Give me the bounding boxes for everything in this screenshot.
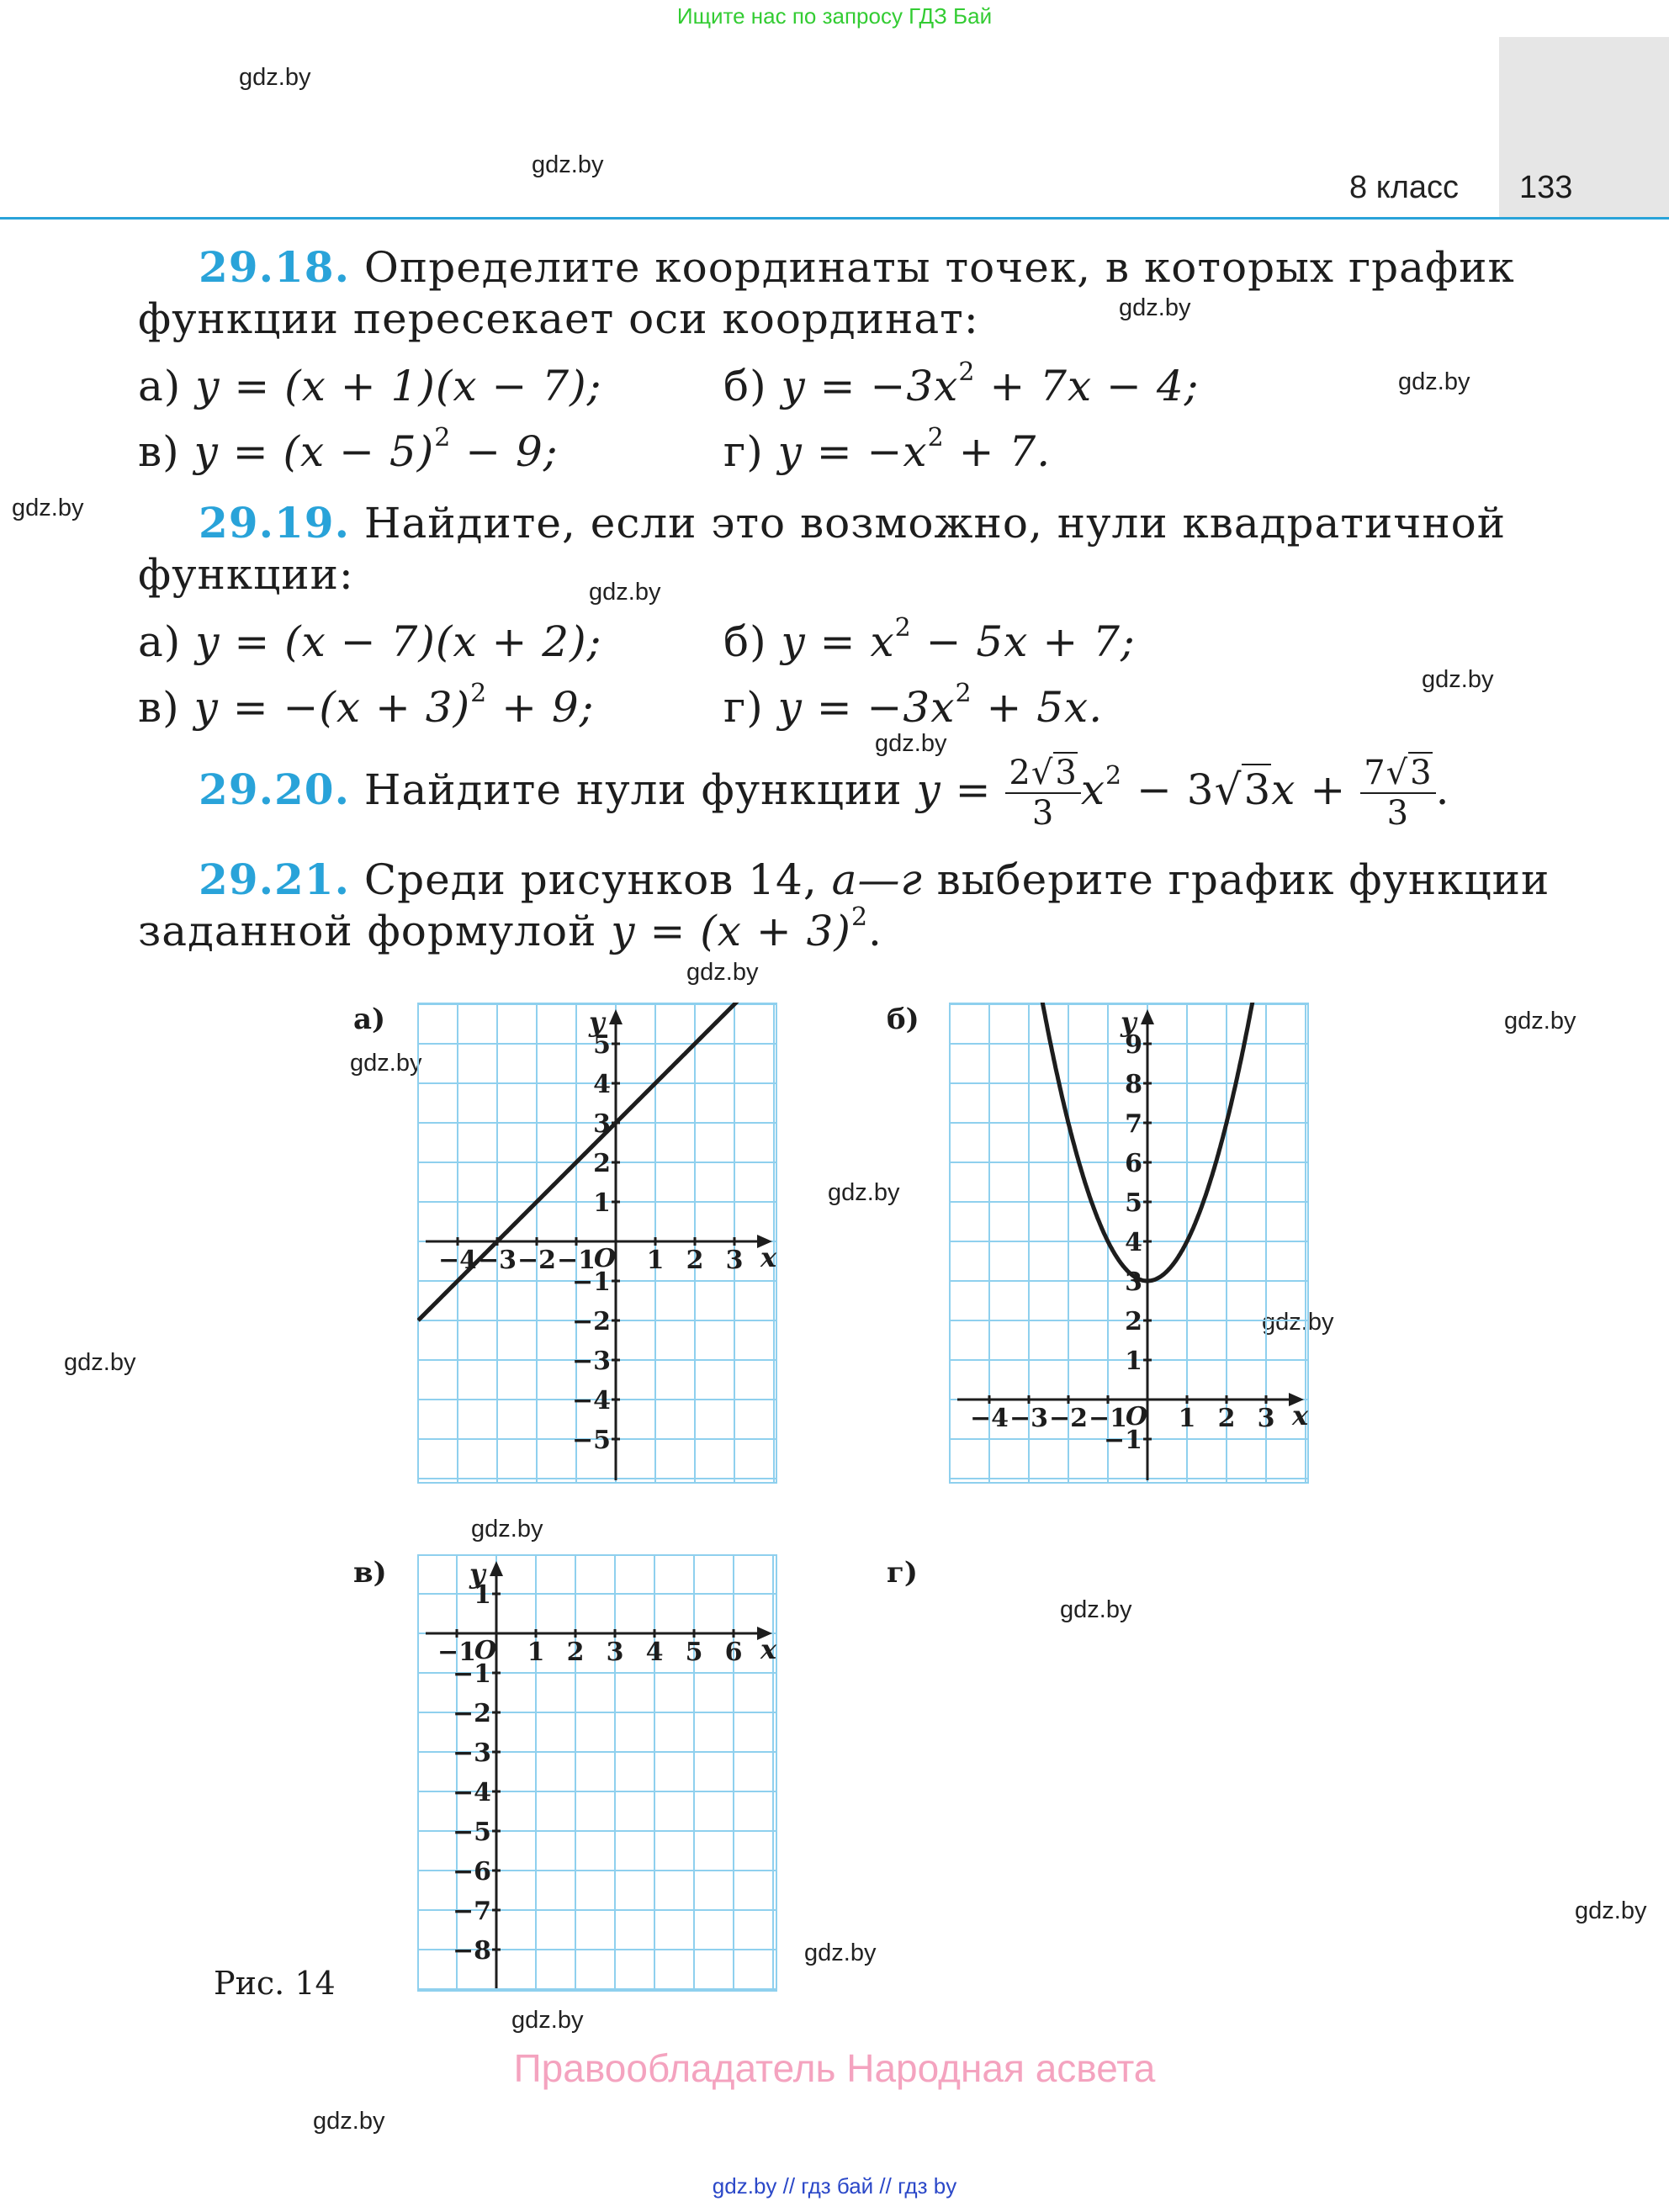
graph-g xyxy=(949,1554,1309,1992)
y-tick-label: 3 xyxy=(593,1109,611,1139)
x-tick-label: 3 xyxy=(1257,1404,1275,1433)
y-axis-label: y xyxy=(589,1006,605,1038)
watermark: gdz.by xyxy=(1422,666,1494,693)
footer-links: gdz.by // гдз бай // гдз by xyxy=(712,2173,957,2199)
x-tick-label: 3 xyxy=(725,1246,744,1275)
problem-number: 29.19. xyxy=(199,498,350,548)
x-tick-label: 3 xyxy=(606,1638,624,1667)
watermark: gdz.by xyxy=(239,64,311,91)
x-tick-label: −1 xyxy=(1088,1404,1128,1433)
x-axis-label: x xyxy=(760,1633,777,1665)
y-tick-label: 5 xyxy=(593,1030,611,1060)
x-axis-label: x xyxy=(1292,1400,1309,1431)
figure-label-b: б) xyxy=(887,1003,919,1036)
y-tick-label: −7 xyxy=(452,1897,491,1926)
watermark: gdz.by xyxy=(511,2007,584,2034)
x-tick-label: 2 xyxy=(686,1246,704,1275)
y-tick-label: 6 xyxy=(1125,1149,1142,1178)
watermark: gdz.by xyxy=(828,1179,900,1206)
problem-29-19-line1: 29.19. Найдите, если это возможно, нули квадратичной xyxy=(199,498,1507,548)
problem-29-18-line1: 29.18. Определите координаты точек, в которых график xyxy=(199,242,1515,292)
x-tick-label: 4 xyxy=(645,1638,664,1667)
problem-29-19-b: б) $y = x^2 - 5x + 7$; xyxy=(723,613,1136,666)
y-tick-label: 9 xyxy=(1125,1030,1142,1060)
problem-29-20: 29.20. Найдите нули функции y = $\frac{2√3}{3}$ $x^2 - 3√3x$ + $\frac{7√3}{3}$ . xyxy=(199,754,1450,833)
problem-29-19-g: г) $y = -3x^2 + 5x$. xyxy=(723,679,1104,732)
figure-caption: Рис. 14 xyxy=(214,1965,336,2002)
watermark: gdz.by xyxy=(1575,1897,1647,1924)
problem-number: 29.18. xyxy=(199,242,350,292)
figure-label-v: в) xyxy=(353,1556,387,1590)
x-tick-label: 5 xyxy=(685,1638,703,1667)
x-tick-label: 6 xyxy=(724,1638,743,1667)
x-tick-label: −3 xyxy=(477,1246,517,1275)
watermark: gdz.by xyxy=(471,1516,543,1543)
y-axis-arrow xyxy=(1141,1009,1154,1024)
x-tick-label: −1 xyxy=(437,1638,477,1667)
y-tick-label: −2 xyxy=(571,1307,611,1336)
y-tick-label: 8 xyxy=(1125,1070,1142,1099)
y-tick-label: −1 xyxy=(1103,1426,1142,1455)
x-tick-label: 1 xyxy=(1178,1404,1196,1433)
y-axis-label: y xyxy=(1121,1006,1137,1038)
page-number: 133 xyxy=(1519,170,1573,205)
header-rule xyxy=(0,217,1669,220)
problem-29-21-line1: 29.21. Среди рисунков 14, а—г выберите график функции xyxy=(199,855,1550,904)
watermark: gdz.by xyxy=(1119,294,1191,321)
watermark: gdz.by xyxy=(313,2108,385,2135)
origin-label: O xyxy=(594,1244,617,1273)
problem-29-18-a: а) y = (x + 1)(x − 7); xyxy=(138,362,602,410)
x-tick-label: 1 xyxy=(527,1638,545,1667)
problem-29-18-g: г) $y = -x^2 + 7$. xyxy=(723,423,1052,476)
y-tick-label: −4 xyxy=(452,1778,491,1807)
watermark: gdz.by xyxy=(1262,1309,1334,1336)
watermark: gdz.by xyxy=(1060,1596,1132,1623)
problem-29-19-a: а) y = (x − 7)(x + 2); xyxy=(138,617,602,666)
x-tick-label: −4 xyxy=(437,1246,478,1275)
watermark: gdz.by xyxy=(875,730,947,757)
copyright: Правообладатель Народная асвета xyxy=(513,2046,1156,2090)
watermark: gdz.by xyxy=(350,1050,422,1077)
problem-29-18-v: в) $y = (x - 5)^2 - 9$; xyxy=(138,423,559,476)
watermark: gdz.by xyxy=(12,495,84,521)
y-tick-label: −4 xyxy=(571,1386,611,1416)
y-tick-label: 4 xyxy=(593,1070,611,1099)
y-tick-label: −5 xyxy=(452,1818,491,1847)
y-tick-label: 5 xyxy=(1125,1188,1142,1218)
problem-29-19-v: в) $y = -(x + 3)^2 + 9$; xyxy=(138,679,595,732)
watermark: gdz.by xyxy=(1504,1008,1576,1035)
y-axis-arrow xyxy=(490,1561,503,1576)
watermark: gdz.by xyxy=(1398,368,1470,395)
x-tick-label: 2 xyxy=(1217,1404,1236,1433)
watermark: gdz.by xyxy=(64,1349,136,1376)
problem-number: 29.20. xyxy=(199,765,350,814)
y-tick-label: −6 xyxy=(452,1857,491,1887)
y-tick-label: 1 xyxy=(1125,1347,1142,1376)
graph-v xyxy=(417,1554,777,1992)
x-tick-label: −1 xyxy=(556,1246,596,1275)
problem-29-18-line2: функции пересекает оси координат: xyxy=(138,294,979,343)
x-tick-label: 2 xyxy=(566,1638,585,1667)
y-tick-label: −5 xyxy=(571,1426,611,1455)
fraction-2: $\frac{7√3}{3}$ xyxy=(1360,754,1435,833)
y-tick-label: −3 xyxy=(571,1347,611,1376)
origin-label: O xyxy=(474,1636,497,1665)
problem-29-19-line2: функции: xyxy=(138,550,354,599)
grade-label: 8 класс xyxy=(1349,170,1460,205)
graph-a xyxy=(417,1003,777,1484)
problem-29-18-b: б) $y = -3x^2 + 7x - 4$; xyxy=(723,357,1200,410)
x-tick-label: −4 xyxy=(969,1404,1009,1433)
y-axis-label: y xyxy=(469,1558,485,1590)
watermark: gdz.by xyxy=(804,1939,877,1966)
y-tick-label: 7 xyxy=(1125,1109,1142,1139)
y-tick-label: −1 xyxy=(571,1267,611,1297)
fraction-1: $\frac{2√3}{3}$ xyxy=(1005,754,1080,833)
y-tick-label: 4 xyxy=(1125,1228,1142,1257)
x-tick-label: −3 xyxy=(1009,1404,1049,1433)
figure-label-g: г) xyxy=(887,1556,918,1590)
y-tick-label: 1 xyxy=(474,1580,491,1610)
y-tick-label: −8 xyxy=(452,1936,491,1966)
y-tick-label: −3 xyxy=(452,1738,491,1768)
x-tick-label: −2 xyxy=(1048,1404,1089,1433)
origin-label: O xyxy=(1126,1402,1148,1431)
x-tick-label: −2 xyxy=(517,1246,557,1275)
graph-b xyxy=(949,1003,1309,1484)
y-tick-label: −1 xyxy=(452,1659,491,1689)
y-tick-label: 1 xyxy=(593,1188,611,1218)
watermark: gdz.by xyxy=(532,151,604,178)
watermark: gdz.by xyxy=(589,579,661,606)
problem-29-21-line2: заданной формулой $y = (x + 3)^2$. xyxy=(138,902,882,955)
y-tick-label: 2 xyxy=(1125,1307,1142,1336)
x-tick-label: 1 xyxy=(646,1246,665,1275)
y-tick-label: −2 xyxy=(452,1699,491,1728)
watermark: gdz.by xyxy=(686,959,759,986)
y-axis-arrow xyxy=(609,1009,623,1024)
top-banner: Ищите нас по запросу ГДЗ Бай xyxy=(676,3,993,29)
y-tick-label: 2 xyxy=(593,1149,611,1178)
figure-label-a: а) xyxy=(353,1003,386,1036)
x-axis-label: x xyxy=(760,1241,777,1273)
y-tick-label: 3 xyxy=(1125,1267,1142,1297)
problem-number: 29.21. xyxy=(199,855,350,904)
